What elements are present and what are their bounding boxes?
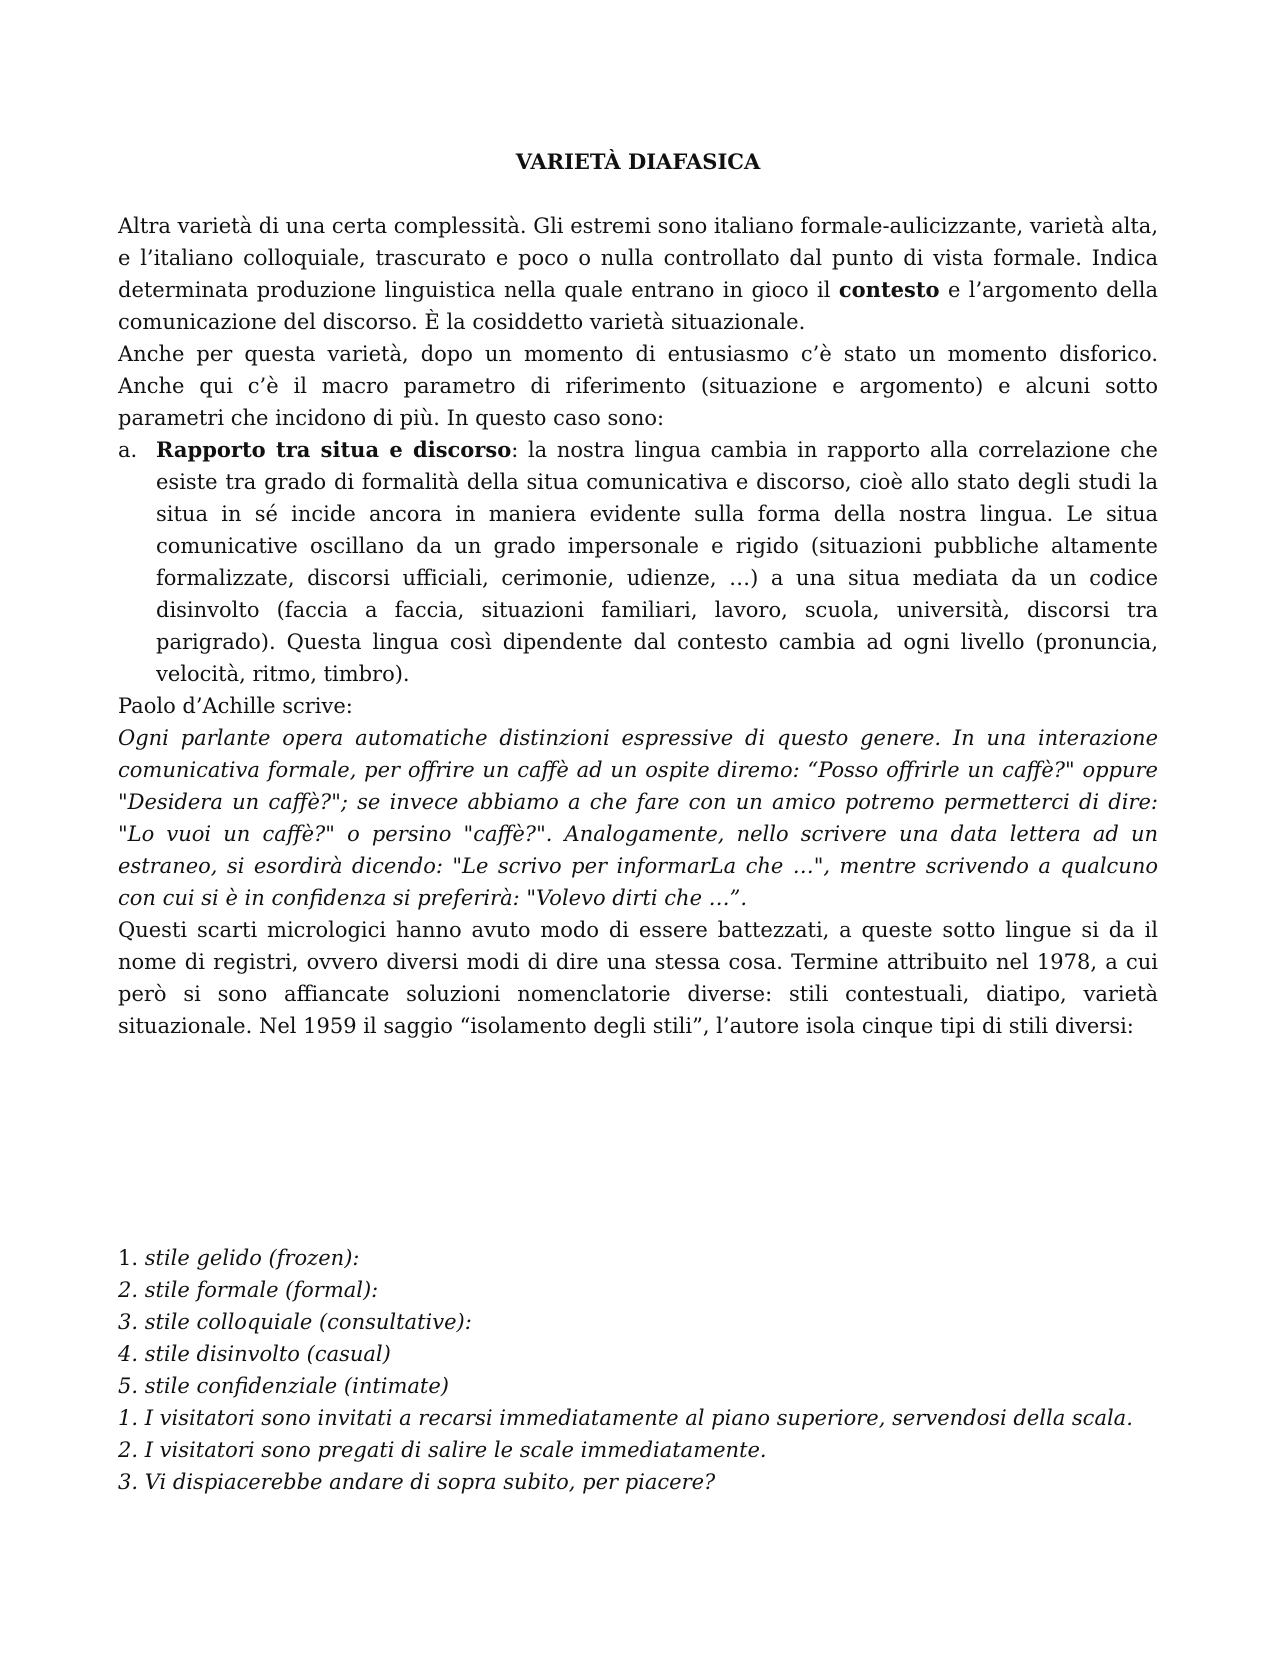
example-sentence: 3. Vi dispiacerebbe andare di sopra subito, per piacere? — [118, 1470, 716, 1494]
paragraph-citation-intro: Paolo d’Achille scrive: — [118, 694, 353, 718]
paragraph-parameters: Anche per questa varietà, dopo un momento di entusiasmo c’è stato un momento disforico. Anche qui c’è il macro parametro di riferimento (situazione e argomento) e alcuni sotto parametri che incidono di più. In questo caso sono: — [118, 342, 1158, 430]
styles-list — [118, 1242, 1158, 1498]
page-title: VARIETÀ DIAFASICA — [515, 149, 761, 174]
list-number: 1. — [118, 1246, 139, 1270]
example-sentence: 1. I visitatori sono invitati a recarsi immediatamente al piano superiore, servendosi della scala. — [118, 1406, 1133, 1430]
list-item: 2. stile formale (formal): — [118, 1278, 379, 1302]
list-item: 4. stile disinvolto (casual) — [118, 1342, 391, 1366]
list-item — [118, 1242, 1158, 1274]
list-marker: a. — [118, 438, 138, 462]
document-body — [118, 210, 1158, 1042]
list-item-text: : la nostra lingua cambia in rapporto alla correlazione che esiste tra grado di formalità della situa comunicativa e discorso, cioè allo stato degli studi la situa in sé incide ancora in maniera evidente sulla forma della nostra lingua. Le situa comunicative oscillano da un grado impersonale e rigido (situazioni pubbliche altamente formalizzate, discorsi ufficiali, cerimonie, udienze, …) a una situa mediata da un codice disinvolto (faccia a faccia, situazioni familiari, lavoro, scuola, università, discorsi tra parigrado). Questa lingua così dipendente dal contesto cambia ad ogni livello (pronuncia, velocità, ritmo, timbro). — [156, 438, 1158, 686]
example-sentence: 2. I visitatori sono pregati di salire le scale immediatamente. — [118, 1438, 767, 1462]
list-item-a — [118, 434, 1158, 690]
paragraph-registers: Questi scarti micrologici hanno avuto modo di essere battezzati, a queste sotto lingue si da il nome di registri, ovvero diversi modi di dire una stessa cosa. Termine attribuito nel 1978, a cui però si sono affiancate soluzioni nomenclatorie diverse: stili contestuali, diatipo, varietà situazionale. Nel 1959 il saggio “isolamento degli stili”, l’autore isola cinque tipi di stili diversi: — [118, 918, 1158, 1038]
quote-block: Ogni parlante opera automatiche distinzioni espressive di questo genere. In una interazione comunicativa formale, per offrire un caffè ad un ospite diremo: “Posso offrirle un caffè?" oppure "Desidera un caffè?"; se invece abbiamo a che fare con un amico potremo permetterci di dire: "Lo vuoi un caffè?" o persino "caffè?". Analogamente, nello scrivere una data lettera ad un estraneo, si esordirà dicendo: "Le scrivo per informarLa che …", mentre scrivendo a qualcuno con cui si è in confidenza si preferirà: "Volevo dirti che …”. — [118, 726, 1158, 910]
bold-term-contesto: contesto — [838, 277, 940, 302]
list-item-content — [156, 434, 1158, 690]
list-item-text: stile gelido (frozen): — [138, 1246, 360, 1270]
list-item-heading: Rapporto tra situa e discorso — [156, 437, 512, 462]
paragraph-intro-text-end: e l’argomento della comunicazione del discorso. È la cosiddetto varietà situazionale. — [118, 278, 1158, 334]
list-item: 3. stile colloquiale (consultative): — [118, 1310, 472, 1334]
list-item: 5. stile confidenziale (intimate) — [118, 1374, 449, 1398]
paragraph-intro — [118, 210, 1158, 338]
paragraph-intro-text: Altra varietà di una certa complessità. Gli estremi sono italiano formale-aulicizzante, varietà alta, e l’italiano colloquiale, trascurato e poco o nulla controllato dal punto di vista formale. Indica determinata produzione linguistica nella quale entrano in gioco il — [118, 214, 1158, 302]
